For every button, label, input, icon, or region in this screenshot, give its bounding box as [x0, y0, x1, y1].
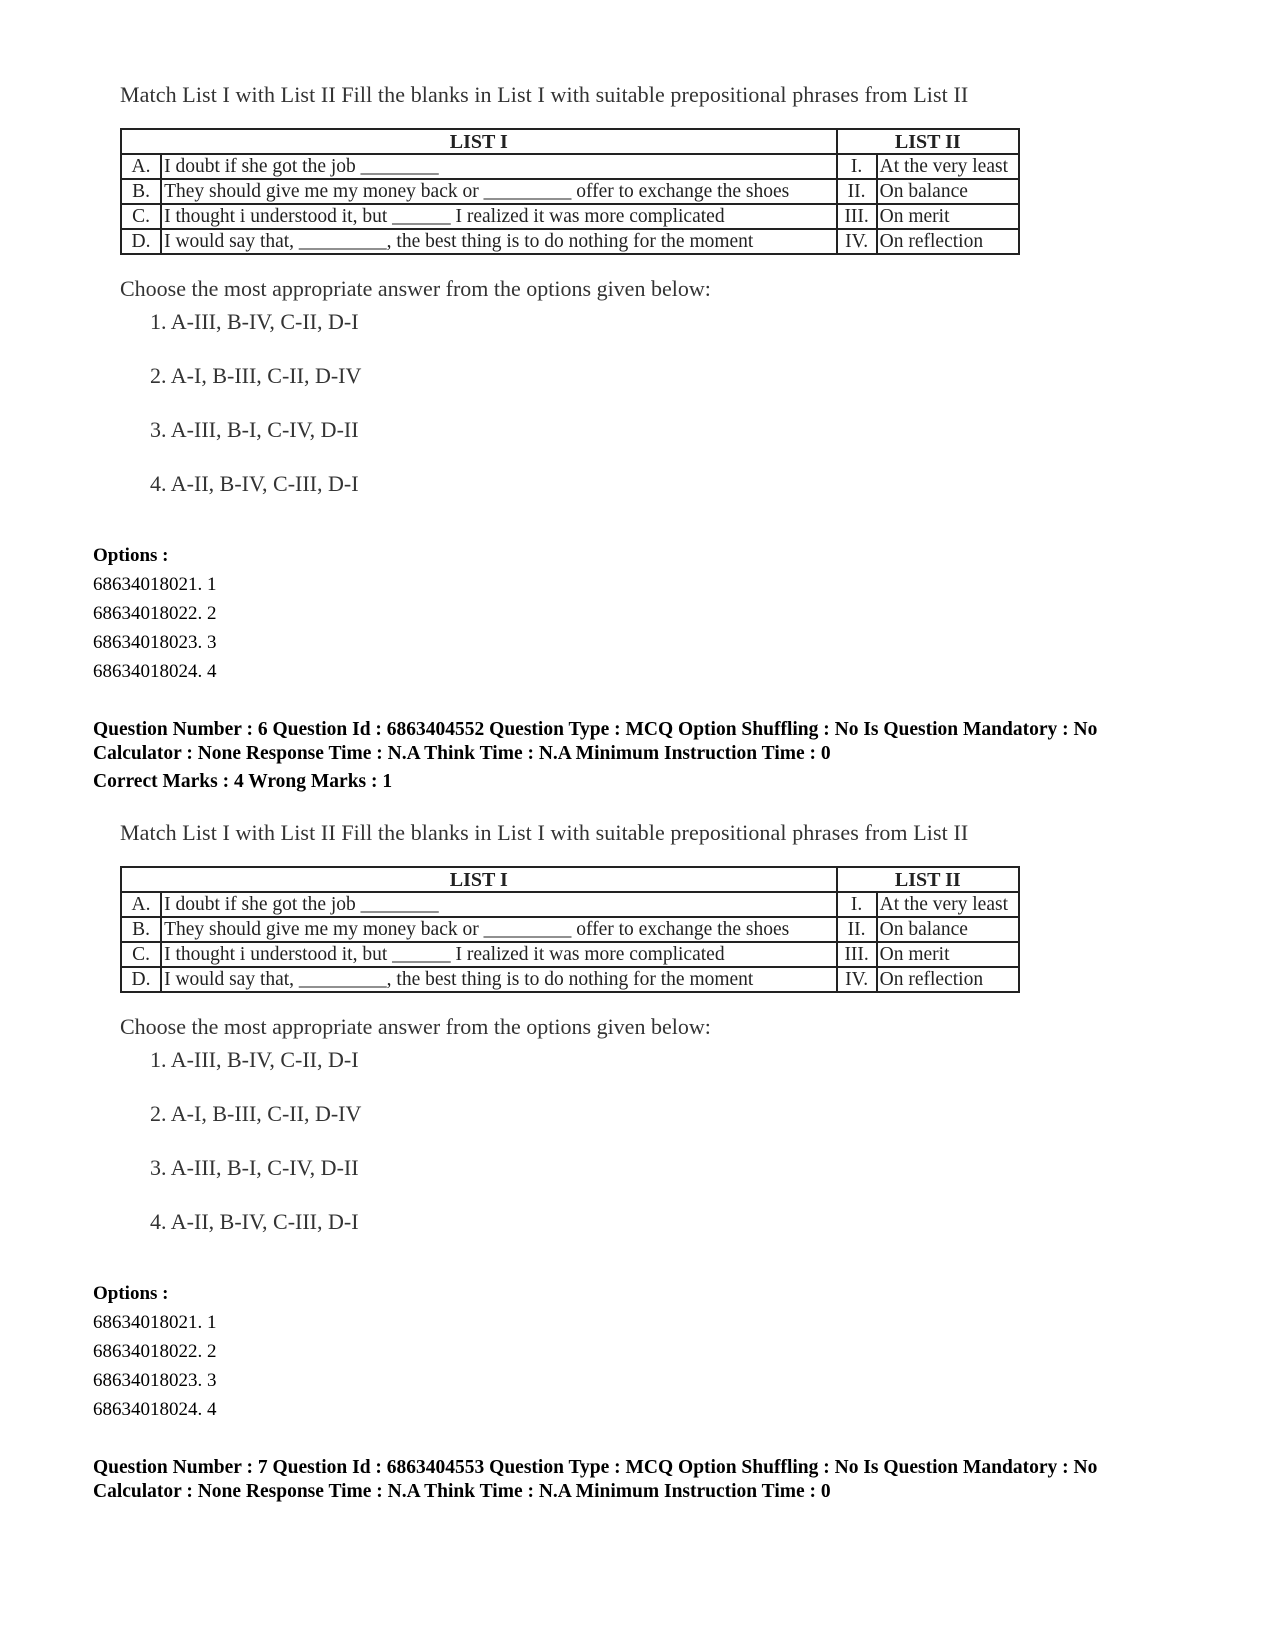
option-id: 68634018023. 3 [93, 1370, 217, 1391]
row-label: D. [121, 967, 161, 992]
answer-choice: 4. A-II, B-IV, C-III, D-I [150, 1209, 359, 1234]
table-row [121, 154, 1019, 179]
row-numeral: IV. [837, 967, 877, 992]
row-numeral: II. [837, 179, 877, 204]
q6-match-table [120, 866, 1020, 993]
q6-list2-header: LIST II [837, 867, 1019, 892]
answer-choice: 2. A-I, B-III, C-II, D-IV [150, 363, 362, 388]
row-numeral: I. [837, 154, 877, 179]
table-row [121, 204, 1019, 229]
row-phrase: On balance [877, 917, 1019, 942]
q7-meta-line: Calculator : None Response Time : N.A Think Time : N.A Minimum Instruction Time : 0 [93, 1481, 831, 1502]
q6-answer-list [120, 1043, 1040, 1239]
table-row [121, 179, 1019, 204]
table-row [121, 967, 1019, 992]
row-phrase: On reflection [877, 229, 1019, 254]
row-phrase: At the very least [877, 892, 1019, 917]
q5-answer-list [120, 305, 1040, 501]
row-label: C. [121, 942, 161, 967]
q6-meta-line: Question Number : 6 Question Id : 6863404552 Question Type : MCQ Option Shuffling : No Is Question Mandatory : No [93, 719, 1098, 740]
row-numeral: III. [837, 942, 877, 967]
row-phrase: On reflection [877, 967, 1019, 992]
options-heading: Options : [93, 545, 169, 566]
q6-question-image [120, 816, 1040, 1239]
row-text: I doubt if she got the job ________ [161, 154, 837, 179]
row-numeral: III. [837, 204, 877, 229]
answer-choice: 2. A-I, B-III, C-II, D-IV [150, 1101, 362, 1126]
row-phrase: On balance [877, 179, 1019, 204]
row-text: I doubt if she got the job ________ [161, 892, 837, 917]
row-label: A. [121, 154, 161, 179]
q5-prompt: Match List I with List II Fill the blanks in List I with suitable prepositional phrases from List II [120, 82, 969, 107]
row-label: C. [121, 204, 161, 229]
q5-match-table [120, 128, 1020, 255]
q7-metadata [93, 1456, 1213, 1504]
row-numeral: IV. [837, 229, 877, 254]
q6-prompt: Match List I with List II Fill the blanks in List I with suitable prepositional phrases from List II [120, 820, 969, 845]
row-numeral: I. [837, 892, 877, 917]
q6-marks-line: Correct Marks : 4 Wrong Marks : 1 [93, 771, 393, 792]
table-row [121, 942, 1019, 967]
q6-list1-header: LIST I [121, 867, 837, 892]
q5-list2-header: LIST II [837, 129, 1019, 154]
option-id: 68634018021. 1 [93, 1312, 217, 1333]
row-phrase: At the very least [877, 154, 1019, 179]
q5-options [93, 541, 217, 686]
row-text: They should give me my money back or _________ offer to exchange the shoes [161, 179, 837, 204]
table-row [121, 892, 1019, 917]
q6-choose-instruction: Choose the most appropriate answer from the options given below: [120, 1014, 711, 1039]
q6-options [93, 1279, 217, 1424]
option-id: 68634018021. 1 [93, 574, 217, 595]
option-id: 68634018024. 4 [93, 1399, 217, 1420]
answer-choice: 4. A-II, B-IV, C-III, D-I [150, 471, 359, 496]
row-label: D. [121, 229, 161, 254]
row-text: I thought i understood it, but ______ I realized it was more complicated [161, 942, 837, 967]
q6-meta-line: Calculator : None Response Time : N.A Think Time : N.A Minimum Instruction Time : 0 [93, 743, 831, 764]
option-id: 68634018024. 4 [93, 661, 217, 682]
q5-question-image [120, 78, 1040, 501]
q6-metadata [93, 718, 1213, 794]
answer-choice: 3. A-III, B-I, C-IV, D-II [150, 1155, 359, 1180]
row-text: They should give me my money back or _________ offer to exchange the shoes [161, 917, 837, 942]
option-id: 68634018023. 3 [93, 632, 217, 653]
options-heading: Options : [93, 1283, 169, 1304]
answer-choice: 1. A-III, B-IV, C-II, D-I [150, 1047, 359, 1072]
row-text: I would say that, _________, the best thing is to do nothing for the moment [161, 967, 837, 992]
row-label: B. [121, 179, 161, 204]
row-phrase: On merit [877, 204, 1019, 229]
table-row [121, 229, 1019, 254]
table-row [121, 917, 1019, 942]
q7-meta-line: Question Number : 7 Question Id : 6863404553 Question Type : MCQ Option Shuffling : No Is Question Mandatory : No [93, 1457, 1098, 1478]
row-text: I would say that, _________, the best thing is to do nothing for the moment [161, 229, 837, 254]
row-phrase: On merit [877, 942, 1019, 967]
row-numeral: II. [837, 917, 877, 942]
q5-choose-instruction: Choose the most appropriate answer from the options given below: [120, 276, 711, 301]
answer-choice: 1. A-III, B-IV, C-II, D-I [150, 309, 359, 334]
row-text: I thought i understood it, but ______ I realized it was more complicated [161, 204, 837, 229]
option-id: 68634018022. 2 [93, 1341, 217, 1362]
option-id: 68634018022. 2 [93, 603, 217, 624]
q5-list1-header: LIST I [121, 129, 837, 154]
answer-choice: 3. A-III, B-I, C-IV, D-II [150, 417, 359, 442]
row-label: A. [121, 892, 161, 917]
row-label: B. [121, 917, 161, 942]
